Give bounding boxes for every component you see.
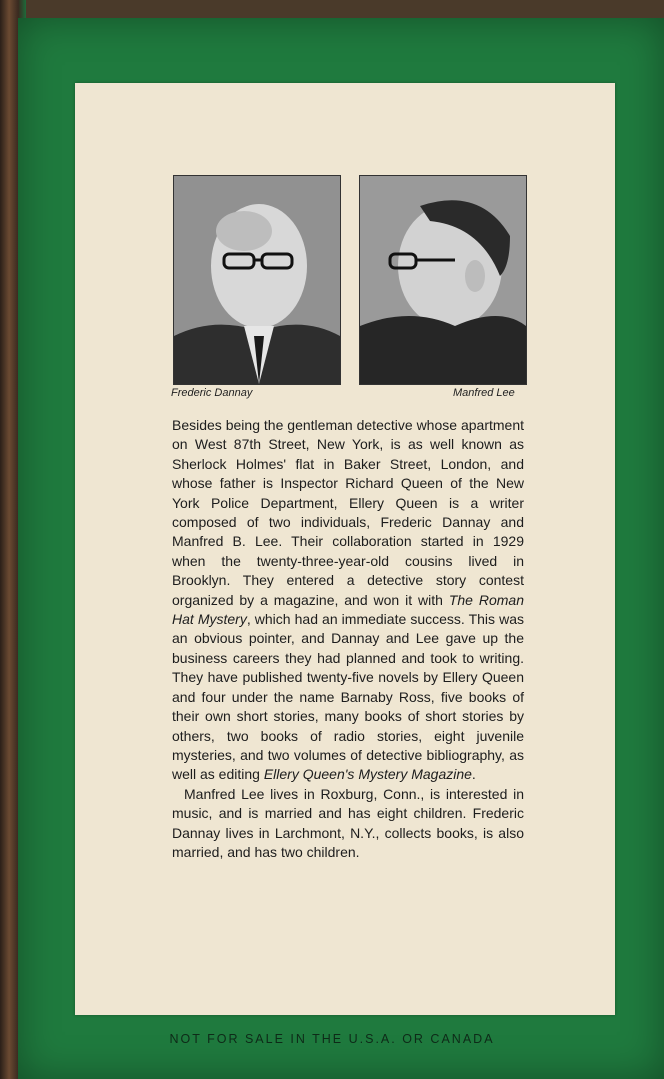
author-biography	[172, 416, 524, 862]
book-title-roman-hat-mystery: The Roman Hat Mystery	[172, 591, 524, 628]
cream-panel	[75, 83, 615, 1015]
caption-manfred-lee: Manfred Lee	[453, 387, 515, 399]
magazine-title: Ellery Queen's Mystery Magazine	[263, 766, 472, 783]
sale-restriction-notice: NOT FOR SALE IN THE U.S.A. OR CANADA	[169, 1032, 495, 1046]
bio-paragraph-2: Manfred Lee lives in Roxburg, Conn., is interested in music, and is married and has eight children. Frederic Dannay lives in Larchmont, N.Y., collects books, is also married, and has two children.	[172, 785, 524, 860]
portrait-photo-left	[173, 175, 341, 385]
caption-frederic-dannay: Frederic Dannay	[171, 387, 253, 399]
bio-paragraph-1: Besides being the gentleman detective whose apartment on West 87th Street, New York, is as well known as Sherlock Holmes' flat in Baker Street, London, and whose father is Inspector Richard Queen of the New York Police Department, Ellery Queen is a writer composed of two individuals, Frederic Dannay and Manfred B. Lee. Their collaboration started in 1929 when the twenty-three-year-old cousins lived in Brooklyn. They entered a detective story contest organized by a magazine, and won it with The Roman Hat Mystery, which had an immediate success. This was an obvious pointer, and Dannay and Lee gave up the business careers they had planned and took to writing. They have published twenty-five novels by Ellery Queen and four under the name Barnaby Ross, five books of their own short stories, many books of short stories by others, two books of radio stories, eight juvenile mysteries, and two volumes of detective bibliography, as well as editing Ellery Queen's Mystery Magazine.	[172, 417, 524, 783]
portrait-photo-right	[359, 175, 527, 385]
